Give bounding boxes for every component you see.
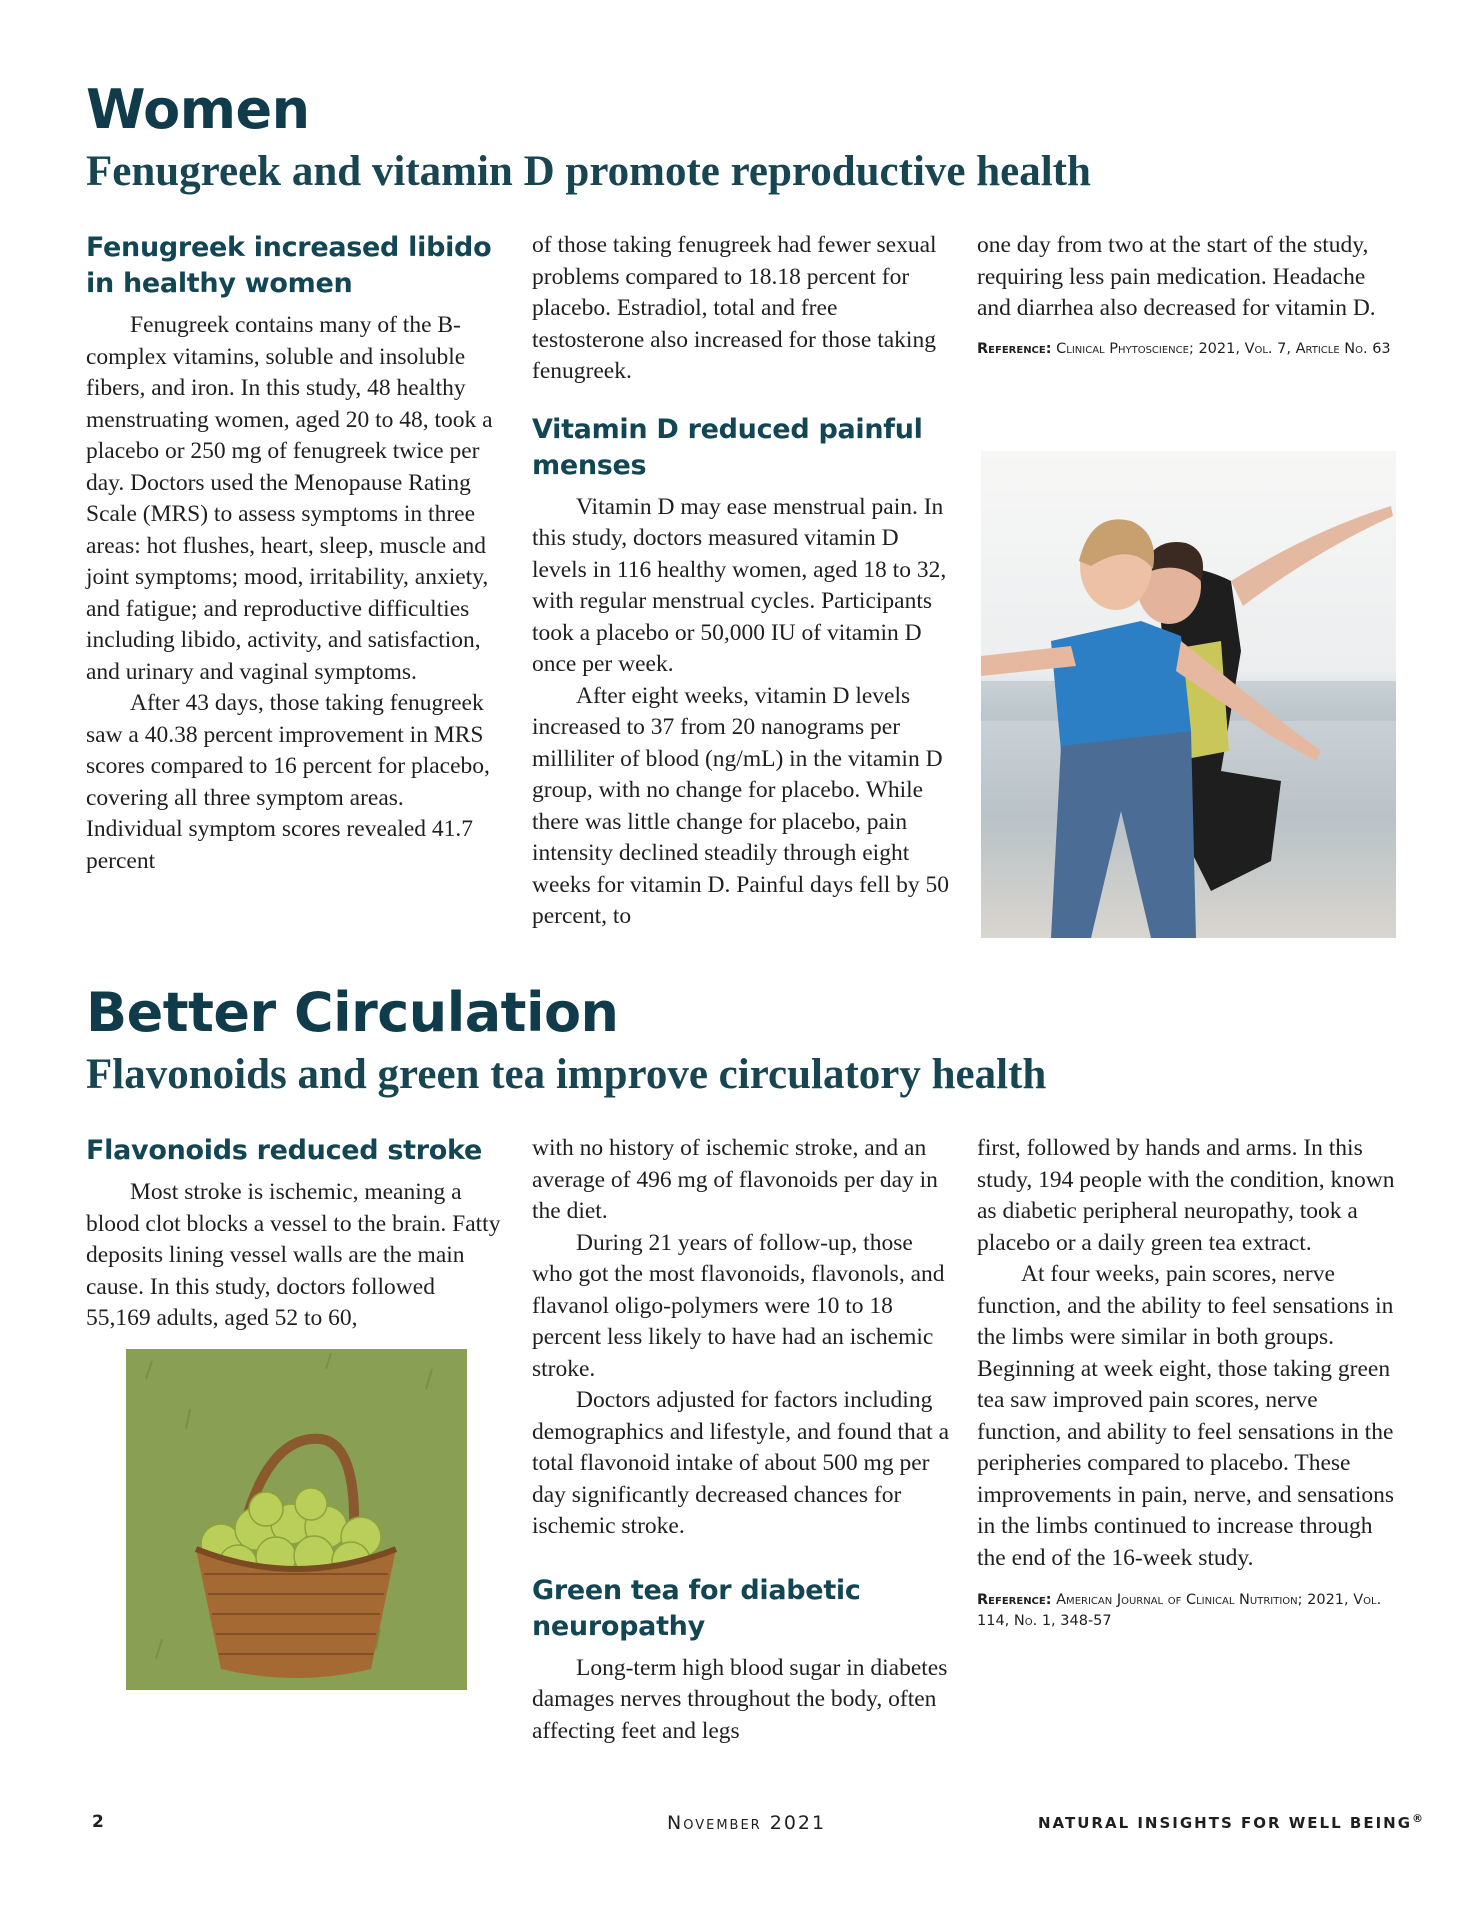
paragraph: Fenugreek contains many of the B-complex vitamins, soluble and insoluble fibers, and iron. In this study, 48 healthy menstruating women, aged 20 to 48, took a placebo or 250 mg of fenugreek twice per day. Doctors used the Menopause Rating Scale (MRS) to assess symptoms in three areas: hot flushes, heart, sleep, muscle and joint symptoms; mood, irritability, anxiety, and fatigue; and reproductive difficulties including libido, activity, and satisfaction, and urinary and vaginal symptoms. xyxy=(86,312,493,685)
women-column-2 xyxy=(532,230,950,933)
section-subtitle-women: Fenugreek and vitamin D promote reproductive health xyxy=(86,148,1091,195)
reference-label: Reference: xyxy=(977,340,1052,357)
photo-women-beach xyxy=(981,451,1396,938)
circulation-column-1 xyxy=(86,1133,504,1335)
paragraph: After eight weeks, vitamin D levels increased to 37 from 20 nanograms per milliliter of blood (ng/mL) in the vitamin D group, with no change for placebo. While there was little change for placebo, pain intensity declined steadily through eight weeks for vitamin D. Painful days fell by 50 percent, to xyxy=(532,682,950,929)
paragraph: Vitamin D may ease menstrual pain. In this study, doctors measured vitamin D levels in 116 healthy women, aged 18 to 32, with regular menstrual cycles. Participants took a placebo or 50,000 IU of vitamin D once per week. xyxy=(532,493,947,677)
photo-apple-basket xyxy=(126,1349,467,1690)
paragraph: At four weeks, pain scores, nerve function, and the ability to feel sensations in the limbs were similar in both groups. Beginning at week eight, those taking green tea saw improved pain scores, nerve function, and ability to feel sensations in the peripheries compared to placebo. These improvements in pain, nerve, and sensations in the limbs continued to increase through the end of the 16-week study. xyxy=(977,1261,1395,1571)
subhead-vitamin-d: Vitamin D reduced painful menses xyxy=(532,413,923,481)
section-title-women: Women xyxy=(86,78,310,141)
paragraph: After 43 days, those taking fenugreek saw a 40.38 percent improvement in MRS scores compared to 16 percent for placebo, covering all three symptom areas. Individual symptom scores revealed 41.7 percent xyxy=(86,690,490,874)
women-column-1 xyxy=(86,230,504,877)
footer-date: November 2021 xyxy=(667,1812,827,1834)
paragraph: Most stroke is ischemic, meaning a blood clot blocks a vessel to the brain. Fatty deposits lining vessel walls are the main cause. In this study, doctors followed 55,169 adults, aged 52 to 60, xyxy=(86,1179,501,1331)
subhead-green-tea: Green tea for diabetic neuropathy xyxy=(532,1574,861,1642)
subhead-fenugreek: Fenugreek increased libido in healthy women xyxy=(86,232,492,299)
women-column-3 xyxy=(977,230,1397,360)
section-subtitle-circulation: Flavonoids and green tea improve circulatory health xyxy=(86,1051,1047,1098)
reference-text: Clinical Phytoscience; 2021, Vol. 7, Article No. 63 xyxy=(1056,340,1391,357)
reference-circulation xyxy=(977,1590,1397,1632)
circulation-column-3 xyxy=(977,1133,1397,1632)
footer-publication xyxy=(1038,1812,1425,1832)
paragraph: first, followed by hands and arms. In this study, 194 people with the condition, known as diabetic peripheral neuropathy, took a placebo or a daily green tea extract. xyxy=(977,1135,1395,1256)
registered-mark: ® xyxy=(1412,1812,1426,1825)
reference-women xyxy=(977,339,1397,360)
subhead-flavonoids: Flavonoids reduced stroke xyxy=(86,1135,482,1166)
paragraph: of those taking fenugreek had fewer sexual problems compared to 18.18 percent for placebo. Estradiol, total and free testosterone also increased for those taking fenugreek. xyxy=(532,232,937,384)
circulation-column-2 xyxy=(532,1133,950,1747)
paragraph: with no history of ischemic stroke, and an average of 496 mg of flavonoids per day in the diet. xyxy=(532,1135,938,1224)
paragraph: Long-term high blood sugar in diabetes damages nerves throughout the body, often affecting feet and legs xyxy=(532,1654,948,1744)
publication-name: NATURAL INSIGHTS FOR WELL BEING xyxy=(1038,1814,1413,1832)
paragraph: one day from two at the start of the study, requiring less pain medication. Headache and diarrhea also decreased for vitamin D. xyxy=(977,232,1376,321)
section-title-circulation: Better Circulation xyxy=(86,981,619,1044)
reference-text: American Journal of Clinical Nutrition; 2021, Vol. 114, No. 1, 348-57 xyxy=(977,1592,1382,1629)
page-number: 2 xyxy=(92,1812,106,1832)
reference-label: Reference: xyxy=(977,1592,1052,1608)
paragraph: Doctors adjusted for factors including demographics and lifestyle, and found that a total flavonoid intake of about 500 mg per day significantly decreased chances for ischemic stroke. xyxy=(532,1387,949,1539)
paragraph: During 21 years of follow-up, those who got the most flavonoids, flavonols, and flavanol oligo-polymers were 10 to 18 percent less likely to have had an ischemic stroke. xyxy=(532,1229,945,1382)
